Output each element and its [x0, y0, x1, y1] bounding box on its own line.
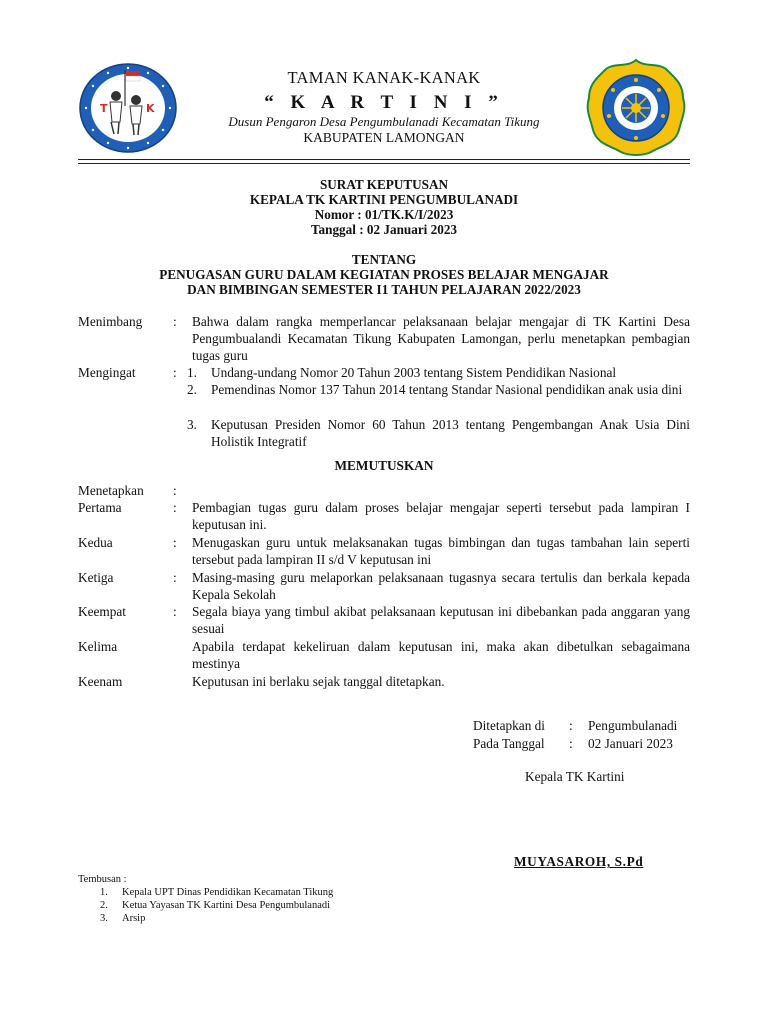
- decision-colon: :: [173, 483, 177, 498]
- decision-colon: :: [173, 570, 177, 585]
- decision-text: Apabila terdapat kekeliruan dalam keputusan ini, maka akan dibetulkan sebagaimana mestinya: [192, 639, 690, 671]
- menimbang-colon: :: [173, 314, 177, 329]
- school-name: “ K A R T I N I ”: [264, 92, 504, 113]
- tembusan-item-num: 2.: [100, 900, 108, 911]
- mengingat-label: Mengingat: [78, 365, 136, 380]
- signature-date-label: Pada Tanggal: [473, 736, 545, 751]
- decision-text: Menugaskan guru untuk melaksanakan tugas bimbingan dan tugas tambahan lain seperti tersebut pada lampiran II s/d V keputusan ini: [192, 535, 690, 567]
- menimbang-label: Menimbang: [78, 314, 143, 329]
- mengingat-item-num: 3.: [187, 417, 197, 432]
- tembusan-item-num: 3.: [100, 913, 108, 924]
- signature-place-label: Ditetapkan di: [473, 718, 546, 733]
- header-divider-thick: [78, 159, 690, 160]
- signature-position: Kepala TK Kartini: [525, 769, 625, 784]
- mengingat-item-text: Undang-undang Nomor 20 Tahun 2003 tentang Sistem Pendidikan Nasional: [211, 365, 617, 380]
- letterhead: [0, 0, 768, 170]
- tembusan-item-text: Arsip: [122, 913, 146, 924]
- decision-colon: :: [173, 535, 177, 550]
- decision-text: Pembagian tugas guru dalam proses belajar mengajar seperti tersebut pada lampiran I keputusan ini.: [192, 500, 690, 532]
- decision-label: Ketiga: [78, 570, 114, 585]
- decision-text: Masing-masing guru melaporkan pelaksanaan tugasnya secara tertulis dan berkala kepada Kepala Sekolah: [192, 570, 690, 602]
- subject-line-1: PENUGASAN GURU DALAM KEGIATAN PROSES BELAJAR MENGAJAR: [159, 267, 609, 282]
- doc-number: Nomor : 01/TK.K/I/2023: [314, 207, 454, 222]
- decision-label: Keempat: [78, 604, 126, 619]
- mengingat-item-text: Keputusan Presiden Nomor 60 Tahun 2013 tentang Pengembangan Anak Usia Dini Holistik Integratif: [211, 417, 690, 449]
- mengingat-item-text: Pemendinas Nomor 137 Tahun 2014 tentang Standar Nasional pendidikan anak usia dini: [211, 382, 683, 397]
- subject-heading: TENTANG: [351, 252, 417, 267]
- logo-k-letter: K: [146, 102, 155, 115]
- tembusan-item-text: Kepala UPT Dinas Pendidikan Kecamatan Tikung: [122, 887, 334, 898]
- school-regency: KABUPATEN LAMONGAN: [303, 130, 465, 145]
- menimbang-text: Bahwa dalam rangka memperlancar pelaksanaan belajar mengajar di TK Kartini Desa Pengumbualandi Kecamatan Tikung Kabupaten Lamongan, perlu menetapkan pembagian tugas guru: [192, 314, 690, 363]
- decision-label: Pertama: [78, 500, 122, 515]
- logo-t-letter: T: [100, 102, 108, 115]
- decision-label: Kelima: [78, 639, 118, 654]
- memutuskan-heading: MEMUTUSKAN: [334, 458, 434, 473]
- doc-issuer: KEPALA TK KARTINI PENGUMBULANADI: [249, 192, 519, 207]
- decision-label: Menetapkan: [78, 483, 144, 498]
- decision-text: Keputusan ini berlaku sejak tanggal ditetapkan.: [192, 674, 445, 689]
- tembusan-label: Tembusan :: [78, 874, 127, 885]
- tembusan-item-num: 1.: [100, 887, 108, 898]
- school-type: TAMAN KANAK-KANAK: [287, 68, 481, 87]
- school-address: Dusun Pengaron Desa Pengumbulanadi Kecamatan Tikung: [228, 114, 540, 129]
- signature-date-colon: :: [569, 736, 573, 751]
- signature-date-value: 02 Januari 2023: [588, 736, 673, 751]
- decision-colon: :: [173, 604, 177, 619]
- tembusan-item-text: Ketua Yayasan TK Kartini Desa Pengumbulanadi: [122, 900, 331, 911]
- signature-place-colon: :: [569, 718, 573, 733]
- decision-label: Keenam: [78, 674, 123, 689]
- signature-place-value: Pengumbulanadi: [588, 718, 678, 733]
- signature-name: MUYASAROH, S.Pd: [514, 854, 644, 869]
- decision-label: Kedua: [78, 535, 113, 550]
- doc-date: Tanggal : 02 Januari 2023: [310, 222, 458, 237]
- mengingat-item-num: 2.: [187, 382, 197, 397]
- decision-colon: :: [173, 500, 177, 515]
- mengingat-item-num: 1.: [187, 365, 197, 380]
- header-divider-thin: [78, 163, 690, 164]
- subject-line-2: DAN BIMBINGAN SEMESTER I1 TAHUN PELAJARAN 2022/2023: [187, 282, 581, 297]
- mengingat-colon: :: [173, 365, 177, 380]
- decision-text: Segala biaya yang timbul akibat pelaksanaan keputusan ini dibebankan pada anggaran yang sesuai: [192, 604, 690, 636]
- doc-title: SURAT KEPUTUSAN: [319, 177, 449, 192]
